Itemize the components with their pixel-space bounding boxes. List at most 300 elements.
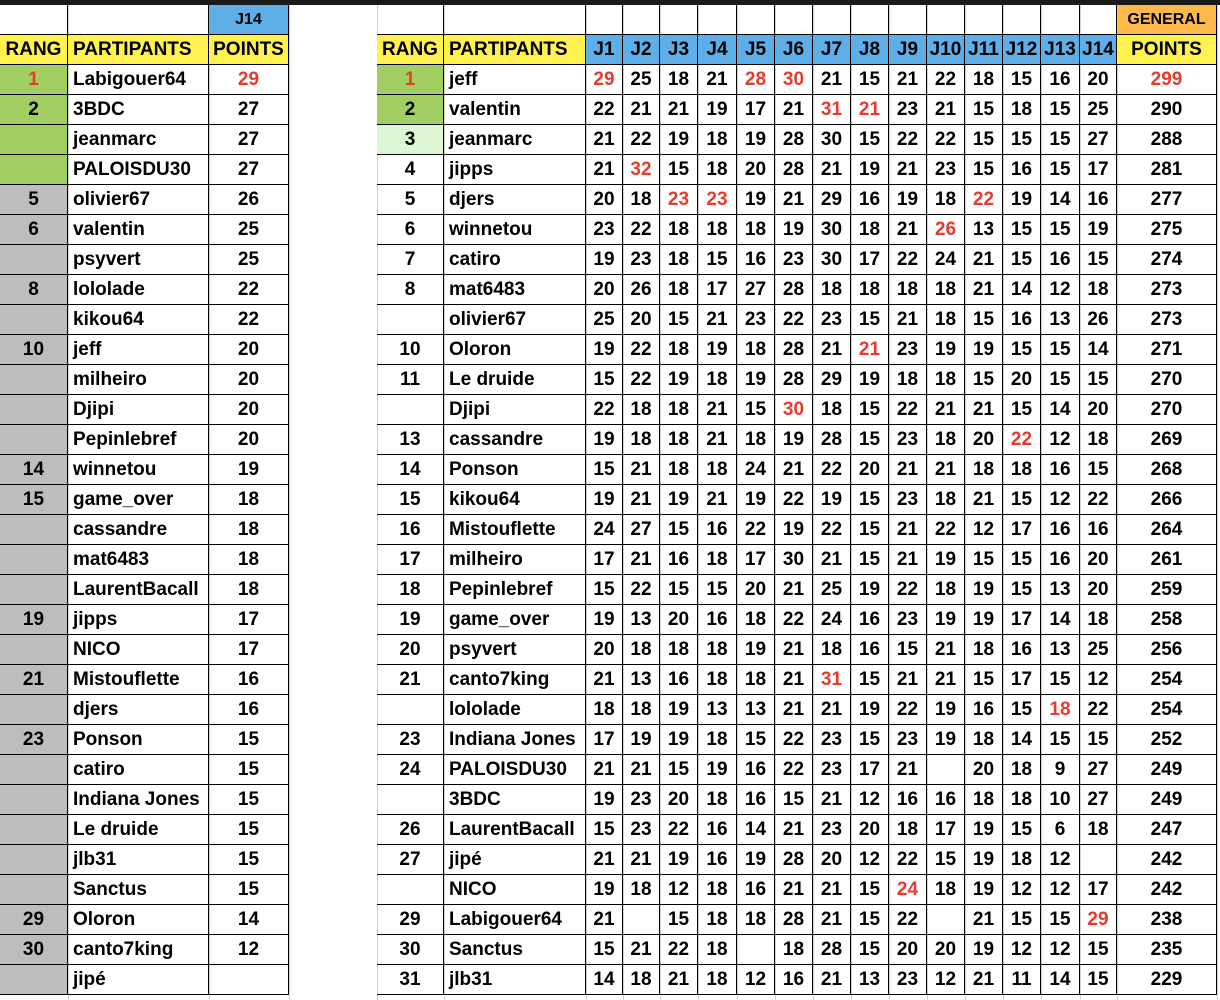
rank-cell[interactable]: 16: [377, 515, 444, 545]
score-cell[interactable]: 21: [775, 695, 813, 725]
week-header-cell[interactable]: J13: [1041, 35, 1080, 65]
rank-cell[interactable]: 10: [0, 335, 68, 365]
score-cell[interactable]: 15: [851, 65, 889, 95]
score-cell[interactable]: 22: [889, 395, 927, 425]
score-cell[interactable]: 22: [586, 95, 623, 125]
score-cell[interactable]: 28: [775, 905, 813, 935]
score-cell[interactable]: 21: [927, 635, 965, 665]
score-cell[interactable]: 18: [1041, 695, 1080, 725]
score-cell[interactable]: 19: [775, 425, 813, 455]
score-cell[interactable]: 18: [660, 635, 698, 665]
total-points-cell[interactable]: 277: [1117, 185, 1217, 215]
score-cell[interactable]: 21: [851, 335, 889, 365]
participant-name-cell[interactable]: catiro: [68, 755, 209, 785]
week-points-cell[interactable]: [209, 965, 289, 995]
participant-name-cell[interactable]: jipps: [444, 155, 586, 185]
score-cell[interactable]: 18: [698, 125, 737, 155]
score-cell[interactable]: 15: [660, 755, 698, 785]
score-cell[interactable]: 15: [851, 425, 889, 455]
participant-name-cell[interactable]: jlb31: [444, 965, 586, 995]
week-points-cell[interactable]: 15: [209, 845, 289, 875]
score-cell[interactable]: 15: [965, 545, 1003, 575]
score-cell[interactable]: 18: [737, 665, 775, 695]
score-cell[interactable]: 15: [851, 935, 889, 965]
score-cell[interactable]: 21: [927, 455, 965, 485]
score-cell[interactable]: 28: [775, 365, 813, 395]
score-cell[interactable]: 16: [1080, 515, 1117, 545]
rank-cell[interactable]: [0, 965, 68, 995]
score-cell[interactable]: 17: [1080, 155, 1117, 185]
score-cell[interactable]: 17: [1080, 875, 1117, 905]
participant-name-cell[interactable]: milheiro: [68, 365, 209, 395]
week-points-cell[interactable]: 18: [209, 485, 289, 515]
score-cell[interactable]: 21: [698, 65, 737, 95]
score-cell[interactable]: 22: [775, 605, 813, 635]
score-cell[interactable]: 19: [586, 875, 623, 905]
score-cell[interactable]: 18: [698, 875, 737, 905]
score-cell[interactable]: 14: [1003, 275, 1041, 305]
rank-cell[interactable]: 1: [0, 65, 68, 95]
score-cell[interactable]: 19: [660, 725, 698, 755]
score-cell[interactable]: 19: [586, 785, 623, 815]
week-points-cell[interactable]: 18: [209, 545, 289, 575]
rank-cell[interactable]: 3: [377, 125, 444, 155]
score-cell[interactable]: 18: [623, 965, 660, 995]
score-cell[interactable]: 16: [1003, 635, 1041, 665]
score-cell[interactable]: 22: [889, 125, 927, 155]
rank-cell[interactable]: 15: [0, 485, 68, 515]
score-cell[interactable]: 17: [737, 95, 775, 125]
rank-cell[interactable]: 23: [0, 725, 68, 755]
score-cell[interactable]: 16: [927, 785, 965, 815]
week-header-cell[interactable]: J6: [775, 35, 813, 65]
score-cell[interactable]: 13: [623, 665, 660, 695]
score-cell[interactable]: 17: [586, 545, 623, 575]
week-points-cell[interactable]: 27: [209, 155, 289, 185]
score-cell[interactable]: 21: [586, 665, 623, 695]
rank-cell[interactable]: 15: [377, 485, 444, 515]
score-cell[interactable]: 20: [889, 935, 927, 965]
total-points-cell[interactable]: 268: [1117, 455, 1217, 485]
score-cell[interactable]: 19: [737, 635, 775, 665]
score-cell[interactable]: 15: [775, 785, 813, 815]
empty-cell[interactable]: [0, 5, 68, 35]
score-cell[interactable]: 19: [737, 485, 775, 515]
score-cell[interactable]: 21: [813, 155, 851, 185]
score-cell[interactable]: 28: [775, 155, 813, 185]
participant-name-cell[interactable]: Sanctus: [444, 935, 586, 965]
score-cell[interactable]: 19: [965, 845, 1003, 875]
score-cell[interactable]: 22: [889, 905, 927, 935]
rank-cell[interactable]: 5: [0, 185, 68, 215]
week-header-cell[interactable]: J10: [927, 35, 965, 65]
score-cell[interactable]: 28: [775, 335, 813, 365]
empty-cell[interactable]: [698, 5, 737, 35]
rank-cell[interactable]: 26: [377, 815, 444, 845]
week-points-cell[interactable]: 17: [209, 635, 289, 665]
score-cell[interactable]: 18: [889, 815, 927, 845]
total-points-cell[interactable]: 271: [1117, 335, 1217, 365]
score-cell[interactable]: 16: [1041, 245, 1080, 275]
score-cell[interactable]: 22: [623, 335, 660, 365]
score-cell[interactable]: 15: [927, 845, 965, 875]
rank-cell[interactable]: 14: [377, 455, 444, 485]
rank-cell[interactable]: 29: [377, 905, 444, 935]
score-cell[interactable]: 15: [889, 635, 927, 665]
week-points-cell[interactable]: 18: [209, 575, 289, 605]
score-cell[interactable]: 15: [1041, 125, 1080, 155]
score-cell[interactable]: 32: [623, 155, 660, 185]
score-cell[interactable]: 30: [775, 395, 813, 425]
score-cell[interactable]: 15: [1041, 335, 1080, 365]
score-cell[interactable]: 15: [1041, 665, 1080, 695]
score-cell[interactable]: 19: [660, 365, 698, 395]
rank-cell[interactable]: 30: [377, 935, 444, 965]
score-cell[interactable]: 23: [889, 605, 927, 635]
score-cell[interactable]: 20: [813, 845, 851, 875]
score-cell[interactable]: 14: [1041, 965, 1080, 995]
score-cell[interactable]: 16: [889, 785, 927, 815]
empty-cell[interactable]: [965, 5, 1003, 35]
score-cell[interactable]: 23: [775, 245, 813, 275]
score-cell[interactable]: 18: [660, 65, 698, 95]
score-cell[interactable]: 19: [775, 515, 813, 545]
week-header-cell[interactable]: J14: [1080, 35, 1117, 65]
score-cell[interactable]: 18: [623, 425, 660, 455]
score-cell[interactable]: 21: [775, 665, 813, 695]
score-cell[interactable]: 16: [851, 185, 889, 215]
empty-cell[interactable]: [623, 5, 660, 35]
total-points-cell[interactable]: 254: [1117, 695, 1217, 725]
score-cell[interactable]: 15: [586, 365, 623, 395]
score-cell[interactable]: 18: [927, 425, 965, 455]
participant-name-cell[interactable]: winnetou: [444, 215, 586, 245]
score-cell[interactable]: 17: [851, 755, 889, 785]
score-cell[interactable]: 21: [586, 905, 623, 935]
score-cell[interactable]: 15: [1080, 245, 1117, 275]
total-points-cell[interactable]: 299: [1117, 65, 1217, 95]
total-points-cell[interactable]: 247: [1117, 815, 1217, 845]
score-cell[interactable]: 23: [623, 785, 660, 815]
score-cell[interactable]: 16: [660, 665, 698, 695]
score-cell[interactable]: 18: [1003, 95, 1041, 125]
score-cell[interactable]: 23: [660, 185, 698, 215]
score-cell[interactable]: 21: [889, 65, 927, 95]
empty-cell[interactable]: [927, 5, 965, 35]
rank-cell[interactable]: 31: [377, 965, 444, 995]
score-cell[interactable]: 21: [775, 95, 813, 125]
score-cell[interactable]: 15: [1003, 125, 1041, 155]
score-cell[interactable]: 18: [698, 725, 737, 755]
empty-cell[interactable]: [775, 5, 813, 35]
participant-name-cell[interactable]: olivier67: [444, 305, 586, 335]
score-cell[interactable]: 30: [775, 545, 813, 575]
rank-cell[interactable]: [377, 695, 444, 725]
rank-cell[interactable]: 8: [0, 275, 68, 305]
score-cell[interactable]: 22: [1080, 695, 1117, 725]
score-cell[interactable]: 20: [965, 425, 1003, 455]
score-cell[interactable]: 21: [889, 665, 927, 695]
score-cell[interactable]: 28: [775, 125, 813, 155]
score-cell[interactable]: 15: [660, 155, 698, 185]
total-points-cell[interactable]: 281: [1117, 155, 1217, 185]
week-label-cell[interactable]: J14: [209, 5, 289, 35]
score-cell[interactable]: 19: [737, 185, 775, 215]
total-points-cell[interactable]: 242: [1117, 845, 1217, 875]
score-cell[interactable]: 19: [1003, 185, 1041, 215]
score-cell[interactable]: 22: [927, 515, 965, 545]
score-cell[interactable]: 22: [586, 395, 623, 425]
score-cell[interactable]: 15: [1041, 365, 1080, 395]
score-cell[interactable]: 28: [775, 275, 813, 305]
score-cell[interactable]: 15: [1041, 905, 1080, 935]
score-cell[interactable]: 18: [851, 215, 889, 245]
score-cell[interactable]: [623, 905, 660, 935]
score-cell[interactable]: 19: [965, 575, 1003, 605]
score-cell[interactable]: 15: [1003, 815, 1041, 845]
score-cell[interactable]: 21: [813, 545, 851, 575]
score-cell[interactable]: 18: [1080, 425, 1117, 455]
score-cell[interactable]: 22: [889, 695, 927, 725]
rank-cell[interactable]: [0, 785, 68, 815]
rank-cell[interactable]: [0, 845, 68, 875]
score-cell[interactable]: 18: [623, 635, 660, 665]
week-header-cell[interactable]: J8: [851, 35, 889, 65]
score-cell[interactable]: 6: [1041, 815, 1080, 845]
score-cell[interactable]: 17: [698, 275, 737, 305]
score-cell[interactable]: 21: [889, 755, 927, 785]
score-cell[interactable]: 18: [660, 395, 698, 425]
participant-name-cell[interactable]: jeff: [68, 335, 209, 365]
week-header-cell[interactable]: J4: [698, 35, 737, 65]
score-cell[interactable]: 17: [1003, 605, 1041, 635]
week-points-cell[interactable]: 27: [209, 125, 289, 155]
week-points-cell[interactable]: 26: [209, 185, 289, 215]
score-cell[interactable]: 12: [1003, 875, 1041, 905]
score-cell[interactable]: 27: [1080, 125, 1117, 155]
score-cell[interactable]: 19: [698, 335, 737, 365]
rank-cell[interactable]: 20: [377, 635, 444, 665]
score-cell[interactable]: 21: [965, 275, 1003, 305]
score-cell[interactable]: 19: [965, 875, 1003, 905]
score-cell[interactable]: 30: [813, 215, 851, 245]
score-cell[interactable]: 31: [813, 665, 851, 695]
score-cell[interactable]: 18: [698, 365, 737, 395]
score-cell[interactable]: 12: [965, 515, 1003, 545]
score-cell[interactable]: 19: [927, 335, 965, 365]
rank-cell[interactable]: 7: [377, 245, 444, 275]
score-cell[interactable]: 15: [965, 305, 1003, 335]
score-cell[interactable]: [927, 755, 965, 785]
score-cell[interactable]: 12: [1041, 425, 1080, 455]
empty-cell[interactable]: [889, 5, 927, 35]
empty-cell[interactable]: [1041, 5, 1080, 35]
total-points-cell[interactable]: 288: [1117, 125, 1217, 155]
score-cell[interactable]: 19: [623, 725, 660, 755]
score-cell[interactable]: [737, 935, 775, 965]
score-cell[interactable]: 21: [813, 905, 851, 935]
rank-cell[interactable]: 13: [377, 425, 444, 455]
score-cell[interactable]: 26: [623, 275, 660, 305]
participant-name-cell[interactable]: Le druide: [444, 365, 586, 395]
score-cell[interactable]: 13: [1041, 305, 1080, 335]
score-cell[interactable]: 22: [1080, 485, 1117, 515]
score-cell[interactable]: 19: [586, 605, 623, 635]
score-cell[interactable]: 15: [1003, 335, 1041, 365]
score-cell[interactable]: 19: [737, 125, 775, 155]
score-cell[interactable]: 15: [1003, 545, 1041, 575]
score-cell[interactable]: 22: [623, 575, 660, 605]
score-cell[interactable]: 23: [927, 155, 965, 185]
score-cell[interactable]: 28: [813, 935, 851, 965]
score-cell[interactable]: 15: [1041, 155, 1080, 185]
rank-cell[interactable]: [0, 305, 68, 335]
score-cell[interactable]: 22: [1003, 425, 1041, 455]
score-cell[interactable]: 14: [586, 965, 623, 995]
score-cell[interactable]: 20: [965, 755, 1003, 785]
score-cell[interactable]: 13: [1041, 575, 1080, 605]
score-cell[interactable]: 19: [775, 215, 813, 245]
score-cell[interactable]: 16: [775, 965, 813, 995]
score-cell[interactable]: 21: [698, 305, 737, 335]
week-points-cell[interactable]: 29: [209, 65, 289, 95]
empty-cell[interactable]: [1080, 5, 1117, 35]
score-cell[interactable]: 15: [1003, 65, 1041, 95]
score-cell[interactable]: 13: [965, 215, 1003, 245]
score-cell[interactable]: 20: [586, 635, 623, 665]
score-cell[interactable]: 29: [813, 365, 851, 395]
score-cell[interactable]: 24: [927, 245, 965, 275]
score-cell[interactable]: 16: [1041, 545, 1080, 575]
rank-cell[interactable]: [0, 755, 68, 785]
rank-cell[interactable]: [377, 305, 444, 335]
rank-cell[interactable]: 18: [377, 575, 444, 605]
score-cell[interactable]: 15: [851, 305, 889, 335]
total-points-cell[interactable]: 249: [1117, 785, 1217, 815]
score-cell[interactable]: 19: [965, 335, 1003, 365]
score-cell[interactable]: 27: [623, 515, 660, 545]
score-cell[interactable]: 23: [889, 425, 927, 455]
score-cell[interactable]: 23: [889, 95, 927, 125]
score-cell[interactable]: 15: [1080, 365, 1117, 395]
score-cell[interactable]: 18: [927, 875, 965, 905]
score-cell[interactable]: 15: [1003, 695, 1041, 725]
total-points-cell[interactable]: 235: [1117, 935, 1217, 965]
score-cell[interactable]: [927, 905, 965, 935]
score-cell[interactable]: 18: [1080, 815, 1117, 845]
total-points-cell[interactable]: 273: [1117, 305, 1217, 335]
score-cell[interactable]: 18: [737, 215, 775, 245]
score-cell[interactable]: 18: [698, 155, 737, 185]
score-cell[interactable]: 17: [1003, 515, 1041, 545]
score-cell[interactable]: 15: [851, 905, 889, 935]
score-cell[interactable]: 21: [889, 545, 927, 575]
total-points-cell[interactable]: 254: [1117, 665, 1217, 695]
score-cell[interactable]: 23: [623, 815, 660, 845]
score-cell[interactable]: 18: [737, 335, 775, 365]
score-cell[interactable]: 22: [623, 125, 660, 155]
total-points-cell[interactable]: 261: [1117, 545, 1217, 575]
participant-name-cell[interactable]: psyvert: [68, 245, 209, 275]
total-points-cell[interactable]: 275: [1117, 215, 1217, 245]
total-points-header[interactable]: POINTS: [1117, 35, 1217, 65]
score-cell[interactable]: 16: [1003, 155, 1041, 185]
score-cell[interactable]: 21: [851, 95, 889, 125]
rank-cell[interactable]: [377, 395, 444, 425]
score-cell[interactable]: 23: [737, 305, 775, 335]
score-cell[interactable]: 16: [737, 875, 775, 905]
score-cell[interactable]: 12: [737, 965, 775, 995]
score-cell[interactable]: 19: [586, 485, 623, 515]
score-cell[interactable]: 18: [1003, 785, 1041, 815]
score-cell[interactable]: 24: [737, 455, 775, 485]
score-cell[interactable]: 16: [1041, 65, 1080, 95]
score-cell[interactable]: 18: [965, 785, 1003, 815]
score-cell[interactable]: 18: [1003, 845, 1041, 875]
rank-cell[interactable]: [377, 785, 444, 815]
participant-name-cell[interactable]: olivier67: [68, 185, 209, 215]
rang-header[interactable]: RANG: [0, 35, 68, 65]
score-cell[interactable]: 12: [1041, 875, 1080, 905]
score-cell[interactable]: 13: [698, 695, 737, 725]
score-cell[interactable]: 18: [813, 275, 851, 305]
participant-name-cell[interactable]: 3BDC: [68, 95, 209, 125]
score-cell[interactable]: 18: [698, 635, 737, 665]
total-points-cell[interactable]: 269: [1117, 425, 1217, 455]
rank-cell[interactable]: 24: [377, 755, 444, 785]
score-cell[interactable]: 16: [698, 815, 737, 845]
score-cell[interactable]: 19: [660, 485, 698, 515]
score-cell[interactable]: 19: [698, 95, 737, 125]
empty-cell[interactable]: [586, 5, 623, 35]
participant-name-cell[interactable]: Ponson: [444, 455, 586, 485]
score-cell[interactable]: 18: [660, 275, 698, 305]
score-cell[interactable]: 18: [927, 485, 965, 515]
score-cell[interactable]: 15: [965, 365, 1003, 395]
total-points-cell[interactable]: 266: [1117, 485, 1217, 515]
score-cell[interactable]: 18: [813, 395, 851, 425]
score-cell[interactable]: 15: [1003, 245, 1041, 275]
week-points-cell[interactable]: 22: [209, 305, 289, 335]
score-cell[interactable]: 10: [1041, 785, 1080, 815]
score-cell[interactable]: 18: [965, 65, 1003, 95]
score-cell[interactable]: 15: [1041, 95, 1080, 125]
rank-cell[interactable]: 27: [377, 845, 444, 875]
score-cell[interactable]: 19: [737, 365, 775, 395]
score-cell[interactable]: 14: [1003, 725, 1041, 755]
score-cell[interactable]: 16: [698, 515, 737, 545]
total-points-cell[interactable]: 252: [1117, 725, 1217, 755]
score-cell[interactable]: 15: [851, 725, 889, 755]
score-cell[interactable]: 23: [813, 815, 851, 845]
participant-name-cell[interactable]: canto7king: [68, 935, 209, 965]
score-cell[interactable]: 24: [889, 875, 927, 905]
score-cell[interactable]: 20: [660, 605, 698, 635]
participant-name-cell[interactable]: game_over: [68, 485, 209, 515]
score-cell[interactable]: 23: [889, 335, 927, 365]
score-cell[interactable]: 17: [851, 245, 889, 275]
score-cell[interactable]: 18: [660, 215, 698, 245]
week-points-cell[interactable]: 15: [209, 755, 289, 785]
score-cell[interactable]: 16: [698, 605, 737, 635]
score-cell[interactable]: 28: [737, 65, 775, 95]
rank-cell[interactable]: 23: [377, 725, 444, 755]
score-cell[interactable]: 21: [660, 965, 698, 995]
score-cell[interactable]: 21: [813, 965, 851, 995]
score-cell[interactable]: 28: [775, 845, 813, 875]
week-points-cell[interactable]: 17: [209, 605, 289, 635]
score-cell[interactable]: 21: [623, 755, 660, 785]
